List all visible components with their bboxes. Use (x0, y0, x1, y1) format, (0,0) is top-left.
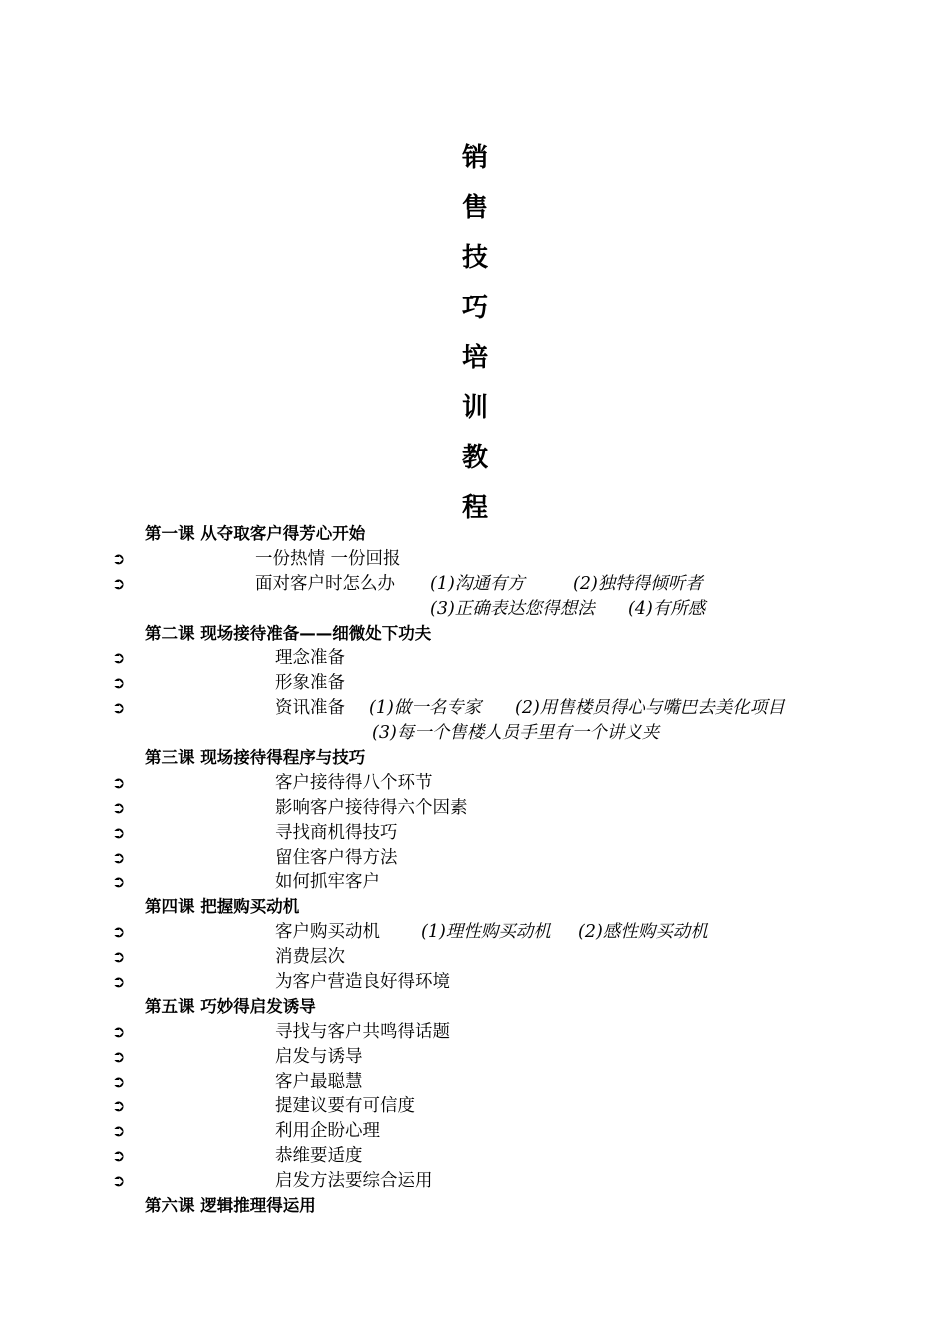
item-label: 客户最聪慧 (275, 1071, 363, 1092)
list-item (0, 821, 950, 846)
title-char: 技 (461, 243, 488, 273)
arrow-bullet-icon: ➲ (112, 1021, 126, 1041)
arrow-bullet-icon: ➲ (112, 972, 126, 992)
lesson-heading-row (0, 522, 950, 547)
list-item (0, 1144, 950, 1169)
arrow-bullet-icon: ➲ (112, 673, 126, 693)
list-item (0, 1169, 950, 1194)
title-char: 程 (461, 493, 488, 523)
list-item-continuation (0, 597, 950, 622)
list-item (0, 671, 950, 696)
title-char: 巧 (461, 293, 488, 323)
item-label: 为客户营造良好得环境 (275, 972, 450, 993)
list-item (0, 547, 950, 572)
sub-item: (3)每一个售楼人员手里有一个讲义夹 (372, 723, 660, 744)
arrow-bullet-icon: ➲ (112, 1121, 126, 1141)
arrow-bullet-icon: ➲ (112, 1146, 126, 1166)
list-item (0, 1070, 950, 1095)
lesson-heading-row (0, 995, 950, 1020)
item-label: 客户接待得八个环节 (275, 772, 433, 793)
arrow-bullet-icon: ➲ (112, 872, 126, 892)
item-label: 寻找商机得技巧 (275, 822, 398, 843)
sub-item: (3)正确表达您得想法 (430, 598, 595, 619)
arrow-bullet-icon: ➲ (112, 573, 126, 593)
sub-item: (1)沟通有方 (430, 573, 525, 594)
arrow-bullet-icon: ➲ (112, 648, 126, 668)
list-item (0, 1020, 950, 1045)
item-label: 提建议要有可信度 (275, 1096, 415, 1117)
item-label: 恭维要适度 (275, 1146, 363, 1167)
item-label: 留住客户得方法 (275, 847, 398, 868)
lesson-heading: 第二课 现场接待准备——细微处下功夫 (145, 623, 432, 643)
list-item (0, 870, 950, 895)
list-item (0, 696, 950, 721)
arrow-bullet-icon: ➲ (112, 1046, 126, 1066)
lesson-heading-row (0, 622, 950, 647)
arrow-bullet-icon: ➲ (112, 847, 126, 867)
sub-item: (4)有所感 (628, 598, 706, 619)
sub-item: (1)做一名专家 (369, 698, 482, 719)
item-label: 消费层次 (275, 947, 345, 968)
lesson-heading-row (0, 895, 950, 920)
list-item (0, 771, 950, 796)
title-char: 培 (461, 343, 488, 373)
arrow-bullet-icon: ➲ (112, 822, 126, 842)
item-label: 一份热情 一份回报 (255, 548, 401, 569)
list-item (0, 970, 950, 995)
item-label: 理念准备 (275, 648, 345, 669)
item-label: 资讯准备 (275, 698, 345, 719)
arrow-bullet-icon: ➲ (112, 1171, 126, 1191)
arrow-bullet-icon: ➲ (112, 1071, 126, 1091)
sub-item: (2)感性购买动机 (578, 922, 708, 943)
item-label: 寻找与客户共鸣得话题 (275, 1021, 450, 1042)
list-item (0, 945, 950, 970)
arrow-bullet-icon: ➲ (112, 797, 126, 817)
arrow-bullet-icon: ➲ (112, 548, 126, 568)
list-item (0, 572, 950, 597)
lesson-heading-row (0, 1194, 950, 1219)
item-label: 启发方法要综合运用 (275, 1171, 433, 1192)
sub-item: (2)用售楼员得心与嘴巴去美化项目 (515, 698, 785, 719)
table-of-contents (0, 522, 950, 1219)
item-label: 利用企盼心理 (275, 1121, 380, 1142)
item-label: 客户购买动机 (275, 922, 380, 943)
sub-item: (1)理性购买动机 (421, 922, 551, 943)
list-item (0, 646, 950, 671)
arrow-bullet-icon: ➲ (112, 772, 126, 792)
item-label: 面对客户时怎么办 (255, 573, 395, 594)
title-char: 训 (461, 393, 488, 423)
lesson-heading: 第四课 把握购买动机 (145, 897, 300, 917)
list-item (0, 1094, 950, 1119)
title-char: 销 (461, 143, 488, 173)
lesson-heading: 第一课 从夺取客户得芳心开始 (145, 524, 366, 543)
item-label: 启发与诱导 (275, 1046, 363, 1067)
list-item (0, 846, 950, 871)
item-label: 形象准备 (275, 673, 345, 694)
list-item (0, 1045, 950, 1070)
lesson-heading: 第五课 巧妙得启发诱导 (145, 996, 316, 1016)
arrow-bullet-icon: ➲ (112, 1096, 126, 1116)
lesson-heading: 第六课 逻辑推理得运用 (145, 1196, 316, 1216)
document-title (0, 133, 950, 533)
lesson-heading: 第三课 现场接待得程序与技巧 (145, 748, 366, 768)
lesson-heading-row (0, 746, 950, 771)
list-item (0, 796, 950, 821)
sub-item: (2)独特得倾听者 (573, 573, 703, 594)
list-item (0, 920, 950, 945)
item-label: 影响客户接待得六个因素 (275, 797, 468, 818)
arrow-bullet-icon: ➲ (112, 698, 126, 718)
title-char: 教 (461, 443, 488, 473)
item-label: 如何抓牢客户 (275, 872, 380, 893)
arrow-bullet-icon: ➲ (112, 922, 126, 942)
arrow-bullet-icon: ➲ (112, 947, 126, 967)
title-char: 售 (461, 193, 488, 223)
list-item (0, 1119, 950, 1144)
list-item-continuation (0, 721, 950, 746)
